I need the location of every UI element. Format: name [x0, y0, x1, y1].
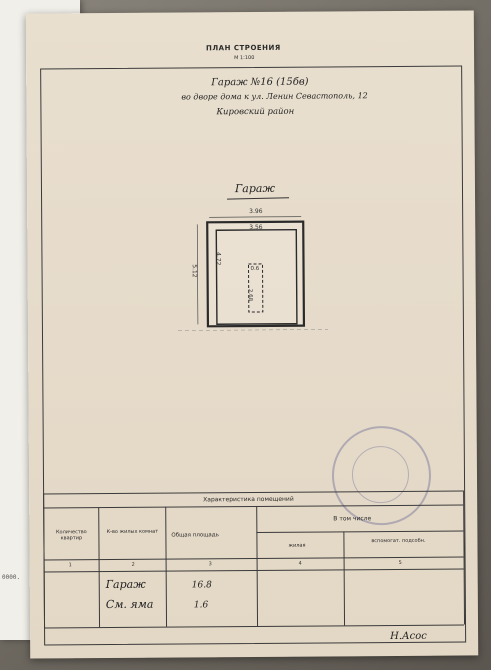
inner-width-label: 3.56: [249, 223, 263, 232]
outer-width-label: 3.96: [249, 207, 263, 216]
characteristics-table: [43, 491, 464, 628]
title-line: Гараж №16 (15бв): [211, 76, 309, 89]
col-apartments: Количество квартир: [55, 529, 87, 542]
table-title: Характеристика помещений: [203, 495, 294, 504]
col-number-5: 5: [398, 559, 402, 566]
col-auxiliary: вспомогат. подсобн.: [371, 537, 426, 545]
col-number-1: 1: [68, 562, 72, 569]
floor-plan: [26, 14, 27, 15]
building-label: Гараж: [234, 181, 275, 196]
address-line: во дворе дома к ул. Ленин Севастополь, 12: [181, 91, 368, 102]
row-2-name: См. яма: [105, 597, 154, 612]
col-rooms: К-во жилых комнат: [106, 528, 159, 536]
cover-number: 0000.: [2, 574, 21, 581]
col-living: жилая: [288, 542, 306, 549]
inner-height-label: 4.72: [214, 252, 222, 266]
col-number-2: 2: [131, 561, 135, 568]
col-total-area: Общая площадь: [171, 532, 219, 539]
header-scale: М 1:100: [234, 54, 255, 62]
col-number-3: 3: [208, 561, 212, 568]
row-1-name: Гараж: [105, 577, 146, 592]
pit-width-label: 0.6: [250, 265, 260, 273]
col-number-4: 4: [298, 560, 302, 567]
row-2-area: 1.6: [193, 600, 209, 611]
header-title: ПЛАН СТРОЕНИЯ: [205, 43, 281, 53]
signature: Н.Асос: [390, 630, 427, 643]
outer-height-label: 5.12: [190, 264, 198, 278]
row-1-area: 16.8: [191, 580, 212, 591]
col-including: В том числе: [333, 515, 372, 523]
district-line: Кировский район: [216, 106, 295, 118]
pit-length-label: 2.68: [246, 288, 253, 302]
document-sheet: [26, 10, 478, 658]
